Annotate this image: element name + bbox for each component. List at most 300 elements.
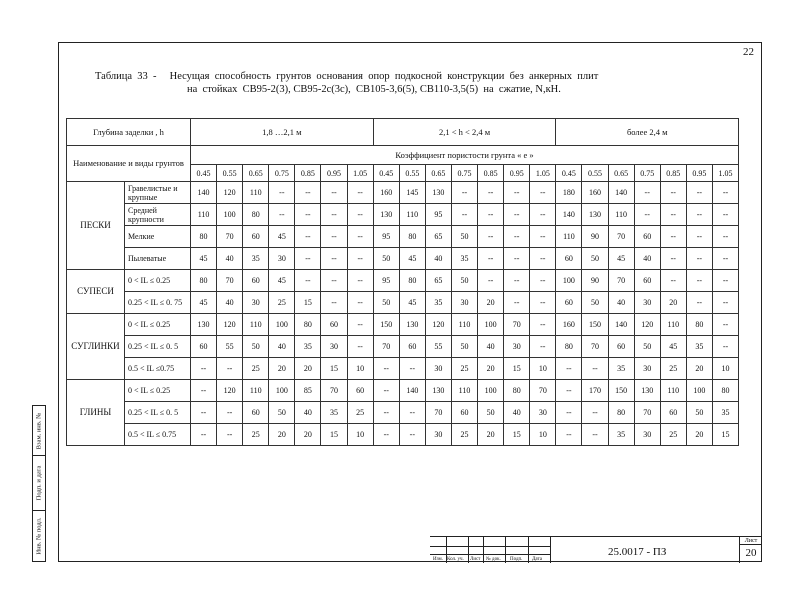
capacity-value: 50 (269, 402, 295, 424)
capacity-value: -- (347, 336, 373, 358)
capacity-value: -- (347, 314, 373, 336)
table-row (67, 292, 739, 314)
capacity-value: 70 (608, 270, 634, 292)
table-title (95, 70, 598, 96)
table-row (67, 336, 739, 358)
soil-subtype: 0.25 < IL ≤ 0. 75 (125, 292, 191, 314)
sheet-number: 20 (745, 547, 757, 559)
porosity-value: 0.85 (478, 165, 504, 182)
capacity-value: -- (321, 204, 347, 226)
capacity-value: 70 (530, 380, 556, 402)
capacity-value: -- (269, 182, 295, 204)
porosity-value: 0.95 (686, 165, 712, 182)
capacity-value: 110 (191, 204, 217, 226)
capacity-value: -- (347, 292, 373, 314)
capacity-value: 45 (191, 292, 217, 314)
capacity-value: -- (504, 270, 530, 292)
capacity-value: 30 (634, 292, 660, 314)
capacity-value: 50 (451, 336, 477, 358)
capacity-value: -- (660, 226, 686, 248)
capacity-value: -- (556, 380, 582, 402)
capacity-value: 50 (582, 292, 608, 314)
porosity-value: 0.65 (608, 165, 634, 182)
stamp-label-date: Дата (532, 557, 542, 562)
table-row (67, 358, 739, 380)
capacity-value: 150 (608, 380, 634, 402)
capacity-value: 60 (243, 226, 269, 248)
table-row (67, 270, 739, 292)
capacity-value: 120 (425, 314, 451, 336)
capacity-value: 45 (269, 226, 295, 248)
capacity-value: 100 (478, 314, 504, 336)
porosity-value: 0.65 (243, 165, 269, 182)
capacity-value: -- (295, 204, 321, 226)
capacity-value: -- (478, 270, 504, 292)
capacity-value: 60 (321, 314, 347, 336)
soil-subtype: 0 < IL ≤ 0.25 (125, 314, 191, 336)
capacity-value: 80 (243, 204, 269, 226)
table-row (67, 424, 739, 446)
soil-subtype: 0 < IL ≤ 0.25 (125, 380, 191, 402)
soil-group-name: ПЕСКИ (67, 182, 125, 270)
capacity-value: 20 (478, 358, 504, 380)
capacity-value: 35 (608, 424, 634, 446)
capacity-value: -- (191, 424, 217, 446)
sheet-label: Лист (740, 538, 762, 545)
capacity-value: 130 (373, 204, 399, 226)
capacity-value: -- (712, 182, 738, 204)
capacity-value: 20 (269, 358, 295, 380)
capacity-value: -- (191, 358, 217, 380)
capacity-value: 150 (373, 314, 399, 336)
capacity-value: 130 (425, 380, 451, 402)
capacity-value: 160 (556, 314, 582, 336)
capacity-value: -- (347, 226, 373, 248)
porosity-value: 1.05 (347, 165, 373, 182)
capacity-value: 140 (608, 314, 634, 336)
capacity-value: 170 (582, 380, 608, 402)
capacity-value: 100 (217, 204, 243, 226)
capacity-value: -- (269, 204, 295, 226)
capacity-value: 60 (347, 380, 373, 402)
capacity-value: 50 (478, 402, 504, 424)
table-row (67, 248, 739, 270)
capacity-value: 70 (634, 402, 660, 424)
capacity-value: 40 (478, 336, 504, 358)
capacity-value: -- (660, 270, 686, 292)
capacity-value: 60 (399, 336, 425, 358)
soil-name-label: Наименование и виды грунтов (67, 146, 191, 182)
title-line-2: на стойках СВ95-2(3), СВ95-2с(3с), СВ105-3,6(5), СВ110-3,5(5) на сжатие, N,кН. (187, 84, 561, 95)
capacity-value: -- (321, 292, 347, 314)
capacity-value: 130 (191, 314, 217, 336)
sidebar-inv-orig: Инв. № подл. (35, 517, 43, 555)
capacity-value: 25 (660, 424, 686, 446)
capacity-value: 120 (634, 314, 660, 336)
capacity-value: 35 (295, 336, 321, 358)
soil-group-name: ГЛИНЫ (67, 380, 125, 446)
capacity-value: -- (399, 402, 425, 424)
capacity-value: -- (530, 182, 556, 204)
capacity-value: -- (347, 182, 373, 204)
porosity-value: 0.65 (425, 165, 451, 182)
title-line-1: Таблица 33 - Несущая способность грунтов основания опор подкосной конструкции без анкерных плит (95, 71, 599, 82)
capacity-value: -- (191, 380, 217, 402)
capacity-value: 50 (634, 336, 660, 358)
capacity-value: 50 (582, 248, 608, 270)
porosity-value: 0.75 (634, 165, 660, 182)
capacity-value: 140 (608, 182, 634, 204)
capacity-value: 25 (660, 358, 686, 380)
capacity-value: -- (660, 204, 686, 226)
porosity-value: 0.45 (373, 165, 399, 182)
stamp-label-doc: № док. (486, 557, 501, 562)
capacity-value: -- (556, 358, 582, 380)
capacity-value: 30 (425, 424, 451, 446)
capacity-value: 70 (504, 314, 530, 336)
capacity-value: 55 (217, 336, 243, 358)
capacity-value: 35 (451, 248, 477, 270)
capacity-value: 90 (582, 226, 608, 248)
capacity-value: 85 (295, 380, 321, 402)
capacity-value: -- (530, 314, 556, 336)
stamp-label-kol: Кол. уч. (447, 557, 464, 562)
capacity-value: -- (504, 182, 530, 204)
soil-subtype: Гравелистые и крупные (125, 182, 191, 204)
capacity-value: 50 (373, 292, 399, 314)
stamp-label-sign: Подп. (510, 557, 523, 562)
capacity-value: -- (660, 182, 686, 204)
capacity-value: -- (556, 402, 582, 424)
capacity-value: -- (347, 204, 373, 226)
capacity-value: 80 (399, 270, 425, 292)
capacity-value: -- (712, 336, 738, 358)
capacity-value: -- (712, 292, 738, 314)
capacity-value: 140 (556, 204, 582, 226)
capacity-value: 35 (686, 336, 712, 358)
capacity-value: 40 (295, 402, 321, 424)
page-number: 22 (743, 46, 754, 58)
sheet-box (739, 537, 762, 563)
capacity-value: 25 (347, 402, 373, 424)
stamp-label-list: Лист (470, 557, 481, 562)
capacity-value: 45 (608, 248, 634, 270)
capacity-value: 70 (321, 380, 347, 402)
capacity-value: 160 (582, 182, 608, 204)
table-row (67, 182, 739, 204)
capacity-value: 20 (686, 358, 712, 380)
capacity-value: 50 (243, 336, 269, 358)
capacity-value: 35 (425, 292, 451, 314)
capacity-value: -- (530, 292, 556, 314)
depth-range: 1,8 …2,1 м (191, 119, 374, 146)
capacity-value: 60 (556, 292, 582, 314)
capacity-value: -- (373, 380, 399, 402)
capacity-value: 110 (556, 226, 582, 248)
capacity-value: 15 (321, 424, 347, 446)
capacity-value: 40 (269, 336, 295, 358)
capacity-value: -- (321, 226, 347, 248)
capacity-value: -- (556, 424, 582, 446)
capacity-value: 110 (243, 314, 269, 336)
capacity-value: -- (712, 248, 738, 270)
capacity-value: -- (712, 204, 738, 226)
capacity-value: 60 (634, 270, 660, 292)
capacity-value: 60 (243, 402, 269, 424)
capacity-value: -- (217, 424, 243, 446)
capacity-value: 120 (217, 314, 243, 336)
capacity-value: -- (530, 226, 556, 248)
capacity-value: 110 (243, 380, 269, 402)
capacity-value: 95 (373, 270, 399, 292)
capacity-value: 70 (608, 226, 634, 248)
soil-subtype: Средней крупности (125, 204, 191, 226)
capacity-value: 60 (634, 226, 660, 248)
capacity-value: 20 (660, 292, 686, 314)
capacity-value: 40 (217, 248, 243, 270)
table-row (67, 226, 739, 248)
capacity-value: 15 (321, 358, 347, 380)
capacity-value: 20 (295, 424, 321, 446)
capacity-value: -- (504, 292, 530, 314)
porosity-value: 0.55 (399, 165, 425, 182)
capacity-value: -- (295, 248, 321, 270)
capacity-value: -- (321, 270, 347, 292)
capacity-value: 30 (425, 358, 451, 380)
capacity-value: 120 (217, 380, 243, 402)
capacity-value: 110 (243, 182, 269, 204)
capacity-value: 35 (608, 358, 634, 380)
porosity-value: 1.05 (530, 165, 556, 182)
capacity-value: 45 (399, 292, 425, 314)
capacity-value: -- (478, 204, 504, 226)
capacity-value: 65 (425, 226, 451, 248)
table-row (67, 380, 739, 402)
capacity-value: -- (634, 204, 660, 226)
capacity-value: 60 (660, 402, 686, 424)
capacity-value: -- (399, 358, 425, 380)
porosity-label: Коэффициент пористости грунта « е » (191, 146, 739, 165)
capacity-value: 35 (712, 402, 738, 424)
capacity-value: 80 (399, 226, 425, 248)
capacity-value: 140 (191, 182, 217, 204)
capacity-value: 80 (191, 226, 217, 248)
capacity-value: 10 (530, 424, 556, 446)
capacity-value: -- (686, 226, 712, 248)
capacity-value: -- (451, 204, 477, 226)
capacity-value: 35 (321, 402, 347, 424)
capacity-value: -- (295, 226, 321, 248)
capacity-value: -- (686, 182, 712, 204)
capacity-value: -- (712, 314, 738, 336)
capacity-value: 20 (478, 424, 504, 446)
capacity-value: -- (347, 248, 373, 270)
capacity-value: 95 (425, 204, 451, 226)
capacity-value: 100 (269, 314, 295, 336)
capacity-value: 60 (451, 402, 477, 424)
capacity-value: 180 (556, 182, 582, 204)
porosity-value: 0.45 (191, 165, 217, 182)
capacity-value: 140 (399, 380, 425, 402)
capacity-value: -- (504, 204, 530, 226)
capacity-value: -- (295, 182, 321, 204)
capacity-value: -- (217, 358, 243, 380)
capacity-value: -- (504, 226, 530, 248)
porosity-value: 0.75 (269, 165, 295, 182)
capacity-value: -- (530, 336, 556, 358)
capacity-value: 160 (373, 182, 399, 204)
capacity-value: 100 (686, 380, 712, 402)
soil-group-name: СУПЕСИ (67, 270, 125, 314)
capacity-value: 50 (451, 226, 477, 248)
porosity-value: 0.85 (295, 165, 321, 182)
title-block-stamp (430, 536, 762, 563)
capacity-value: 80 (608, 402, 634, 424)
soil-subtype: Пылеватые (125, 248, 191, 270)
capacity-value: 55 (425, 336, 451, 358)
capacity-value: 30 (530, 402, 556, 424)
capacity-value: 40 (217, 292, 243, 314)
capacity-value: 45 (191, 248, 217, 270)
capacity-value: -- (582, 424, 608, 446)
capacity-value: 40 (504, 402, 530, 424)
capacity-value: 130 (425, 182, 451, 204)
capacity-value: 80 (295, 314, 321, 336)
capacity-value: 50 (373, 248, 399, 270)
capacity-value: 70 (217, 226, 243, 248)
capacity-value: 110 (451, 380, 477, 402)
capacity-value: 20 (269, 424, 295, 446)
capacity-value: 40 (608, 292, 634, 314)
capacity-value: 15 (295, 292, 321, 314)
capacity-value: 45 (399, 248, 425, 270)
soil-subtype: 0 < IL ≤ 0.25 (125, 270, 191, 292)
capacity-value: 60 (191, 336, 217, 358)
capacity-value: 80 (191, 270, 217, 292)
capacity-value: -- (712, 226, 738, 248)
capacity-value: 20 (478, 292, 504, 314)
capacity-value: -- (712, 270, 738, 292)
capacity-value: 25 (243, 424, 269, 446)
capacity-value: 40 (425, 248, 451, 270)
capacity-value: 60 (556, 248, 582, 270)
capacity-value: 30 (634, 358, 660, 380)
capacity-value: 25 (269, 292, 295, 314)
capacity-value: 25 (451, 358, 477, 380)
capacity-value: 30 (243, 292, 269, 314)
capacity-value: -- (295, 270, 321, 292)
capacity-value: -- (217, 402, 243, 424)
capacity-value: 20 (686, 424, 712, 446)
capacity-value: 80 (686, 314, 712, 336)
capacity-value: 145 (399, 182, 425, 204)
capacity-value: 30 (634, 424, 660, 446)
capacity-value: -- (582, 358, 608, 380)
capacity-value: 30 (504, 336, 530, 358)
capacity-value: 60 (243, 270, 269, 292)
document-code: 25.0017 - ПЗ (608, 546, 667, 558)
porosity-value: 0.95 (504, 165, 530, 182)
capacity-value: 100 (269, 380, 295, 402)
capacity-value: -- (504, 248, 530, 270)
soil-group-name: СУГЛИНКИ (67, 314, 125, 380)
soil-subtype: 0.5 < IL ≤0.75 (125, 358, 191, 380)
capacity-value: 50 (686, 402, 712, 424)
capacity-value: -- (399, 424, 425, 446)
capacity-value: -- (373, 402, 399, 424)
capacity-value: 20 (295, 358, 321, 380)
capacity-value: 110 (399, 204, 425, 226)
capacity-value: 80 (556, 336, 582, 358)
capacity-value: 80 (712, 380, 738, 402)
capacity-value: 15 (504, 358, 530, 380)
capacity-value: 30 (321, 336, 347, 358)
soil-subtype: 0.5 < IL ≤ 0.75 (125, 424, 191, 446)
capacity-value: 70 (373, 336, 399, 358)
capacity-value: -- (478, 182, 504, 204)
capacity-value: -- (660, 248, 686, 270)
capacity-value: 130 (634, 380, 660, 402)
capacity-value: -- (321, 182, 347, 204)
sidebar-sign-date: Подп. и дата (33, 456, 45, 511)
capacity-value: -- (530, 270, 556, 292)
porosity-value: 0.85 (660, 165, 686, 182)
capacity-value: -- (686, 270, 712, 292)
header-name-row (67, 146, 739, 165)
porosity-value: 0.55 (582, 165, 608, 182)
capacity-value: 60 (608, 336, 634, 358)
capacity-value: -- (634, 182, 660, 204)
capacity-value: 25 (243, 358, 269, 380)
capacity-value: -- (347, 270, 373, 292)
capacity-value: 120 (217, 182, 243, 204)
capacity-value: -- (686, 248, 712, 270)
capacity-value: 10 (712, 358, 738, 380)
capacity-value: 70 (425, 402, 451, 424)
capacity-value: -- (373, 424, 399, 446)
capacity-value: -- (478, 226, 504, 248)
capacity-value: 100 (478, 380, 504, 402)
soil-subtype: 0.25 < IL ≤ 0. 5 (125, 336, 191, 358)
capacity-value: 35 (243, 248, 269, 270)
capacity-value: 30 (451, 292, 477, 314)
capacity-value: 95 (373, 226, 399, 248)
capacity-value: 130 (582, 204, 608, 226)
capacity-value: 100 (556, 270, 582, 292)
capacity-value: -- (686, 292, 712, 314)
porosity-value: 0.45 (556, 165, 582, 182)
capacity-value: 50 (451, 270, 477, 292)
capacity-value: 15 (504, 424, 530, 446)
capacity-value: 15 (712, 424, 738, 446)
porosity-value: 1.05 (712, 165, 738, 182)
capacity-value: -- (686, 204, 712, 226)
capacity-value: -- (321, 248, 347, 270)
capacity-value: 110 (660, 380, 686, 402)
capacity-value: -- (373, 358, 399, 380)
depth-label: Глубина заделки , h (67, 119, 191, 146)
capacity-value: 45 (660, 336, 686, 358)
capacity-value: 90 (582, 270, 608, 292)
capacity-value: -- (451, 182, 477, 204)
capacity-value: 70 (582, 336, 608, 358)
capacity-value: -- (530, 248, 556, 270)
capacity-value: 70 (217, 270, 243, 292)
depth-range: 2,1 < h < 2,4 м (373, 119, 556, 146)
header-depth-row (67, 119, 739, 146)
table-row (67, 402, 739, 424)
stamp-label-izm: Изм. (433, 557, 443, 562)
